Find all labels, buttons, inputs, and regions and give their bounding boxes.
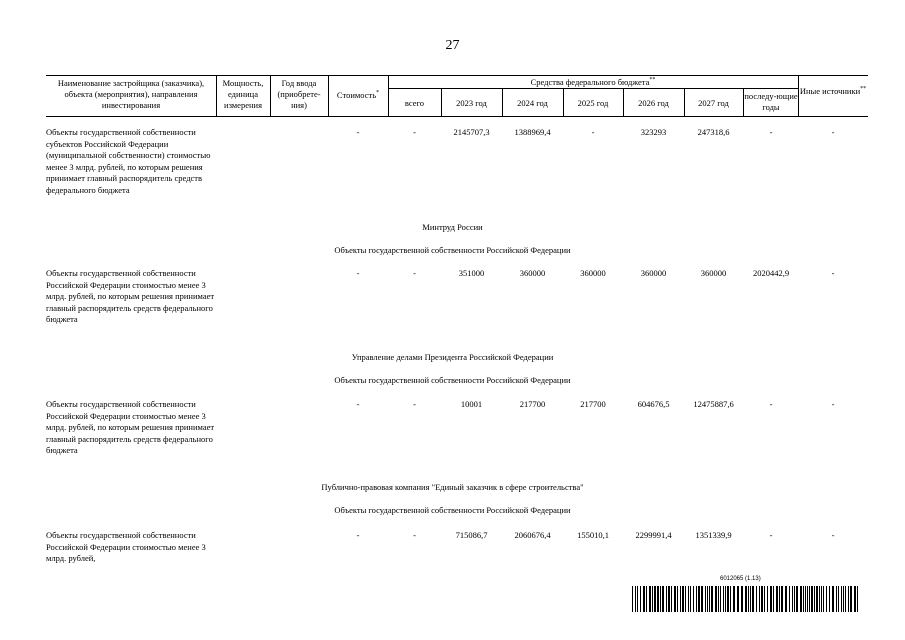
barcode [632,578,860,614]
cell-later: 2020442,9 [752,268,790,278]
cell-2025: 360000 [580,268,606,278]
cell-2025: 217700 [580,399,606,409]
cell-cost: - [356,530,360,540]
cell-later: - [769,127,773,137]
section-subheading: Объекты государственной собственности Российской Федерации [334,505,571,515]
header-later: последу-ющие годы [744,91,798,112]
section-subheading: Объекты государственной собственности Российской Федерации [334,245,571,255]
header-capacity: Мощность, единица измерения [222,78,264,110]
cell-2025: - [591,127,595,137]
section-subheading: Объекты государственной собственности Российской Федерации [334,375,571,385]
cell-2026: 323293 [640,127,667,137]
header-bottom-border [46,116,868,117]
section-heading: Управление делами Президента Российской Федерации [351,352,554,362]
cell-2025: 155010,1 [577,530,609,540]
cell-total: - [413,399,416,409]
header-2026: 2026 год [638,98,669,108]
cell-other: - [831,268,835,278]
cell-2023: 715086,7 [455,530,488,540]
header-2023: 2023 год [456,98,487,108]
section-heading: Публично-правовая компания "Единый заказчик в сфере строительства" [321,482,584,492]
cell-2027: 12475887,6 [693,399,734,409]
cell-2024: 1388969,4 [514,127,551,137]
cell-other: - [831,530,835,540]
row-label: Объекты государственной собственности Российской Федерации стоимостью менее 3 млрд. рублей, по которым решения принимает главный распорядитель средств федерального бюджета [46,399,215,455]
page-number: 27 [445,38,460,53]
cell-2024: 360000 [519,268,546,278]
federal-sub-border [388,88,798,89]
cell-total: - [413,268,416,278]
cell-cost: - [356,268,360,278]
cell-2027: 247318,6 [697,127,730,137]
header-name: Наименование застройщика (заказчика), объекта (мероприятия), направления инвестирования [57,78,205,110]
barcode-number: 6012065 (1.13) [720,576,761,582]
cell-2023: 2145707,3 [453,127,490,137]
header-federal-budget: Средства федерального бюджета** [530,77,656,87]
section-heading: Минтруд России [422,222,483,232]
cell-cost: - [356,127,360,137]
cell-later: - [769,530,773,540]
cell-2027: 360000 [700,268,727,278]
header-2024: 2024 год [517,98,548,108]
cell-2026: 360000 [640,268,667,278]
cell-2024: 2060676,4 [514,530,551,540]
cell-total: - [413,127,416,137]
cell-2023: 10001 [460,399,483,409]
cell-other: - [831,127,835,137]
header-top-border [46,75,868,76]
cell-2026: 2299991,4 [635,530,672,540]
barcode-image [632,578,860,612]
cell-cost: - [356,399,360,409]
row-label: Объекты государственной собственности субъектов Российской Федерации (муниципальной собственности) стоимостью менее 3 млрд. рублей, по которым решения принимает главный распорядитель средств федерального бюджета [46,127,211,195]
cell-2026: 604676,5 [637,399,670,409]
cell-later: - [769,399,773,409]
cell-total: - [413,530,416,540]
header-cost: Стоимость* [336,90,380,100]
cell-2027: 1351339,9 [695,530,732,540]
cell-other: - [831,399,835,409]
header-total: всего [404,98,425,108]
row-label: Объекты государственной собственности Российской Федерации стоимостью менее 3 млрд. рублей, по которым решения принимает главный распорядитель средств федерального бюджета [46,268,215,324]
cell-2023: 351000 [458,268,485,278]
header-2027: 2027 год [698,98,729,108]
header-2025: 2025 год [577,98,609,108]
header-year: Год ввода (приобрете-ния) [277,78,321,110]
header-other: Иные источники** [799,86,867,96]
cell-2024: 217700 [519,399,546,409]
row-label: Объекты государственной собственности Российской Федерации стоимостью менее 3 млрд. рублей, [46,530,206,563]
